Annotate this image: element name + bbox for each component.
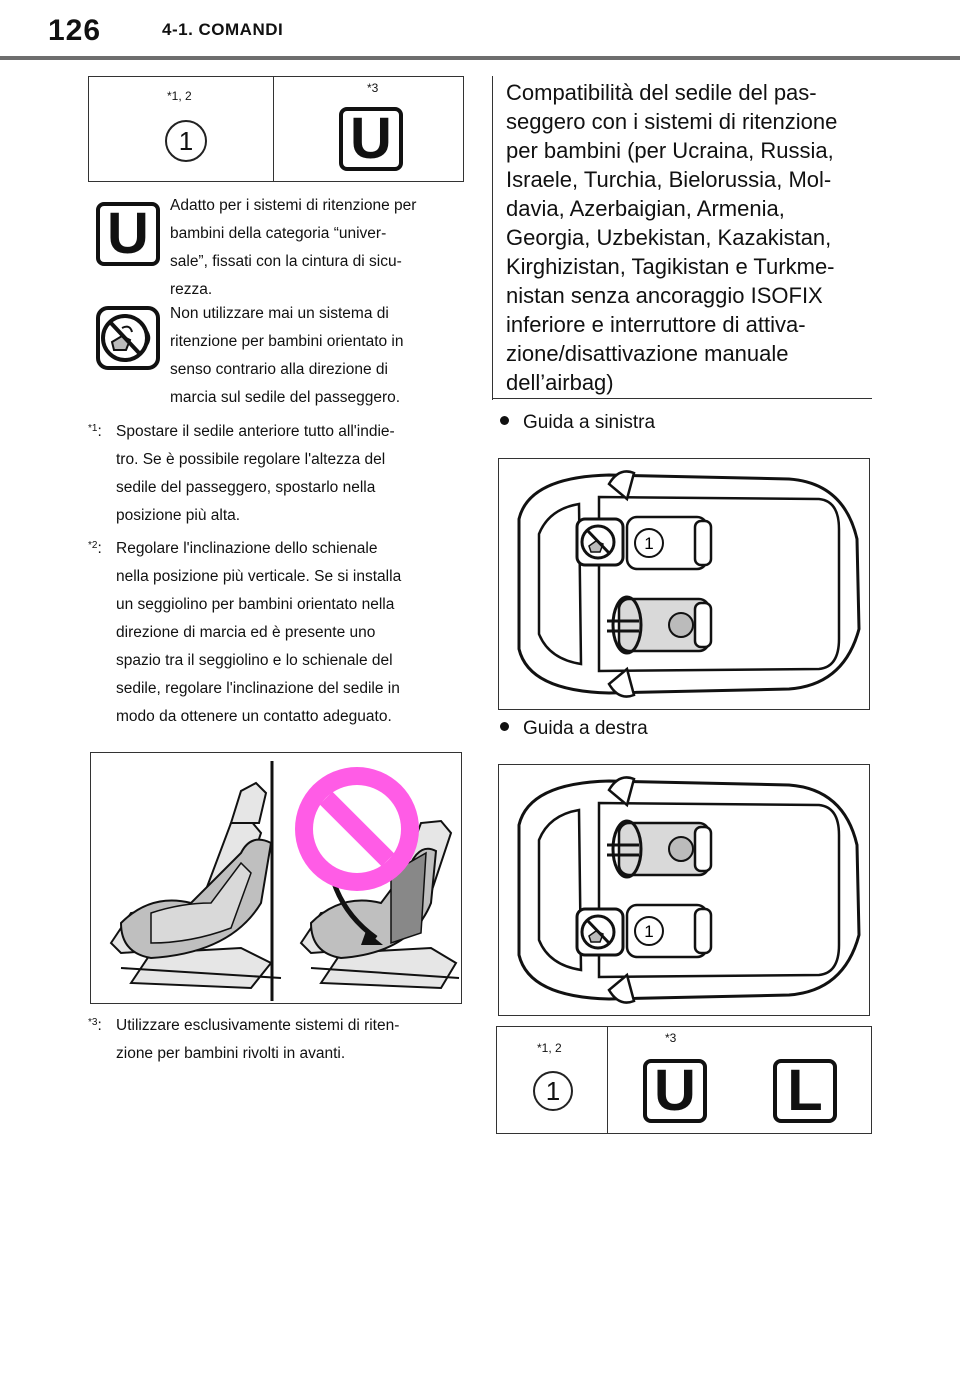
seat-recline-drawing	[91, 753, 461, 1003]
bullet-dot-icon	[500, 416, 509, 425]
car-rhd-drawing	[499, 765, 869, 1015]
footnote-2-mark: *2	[88, 540, 98, 551]
bullet-dot-icon	[500, 722, 509, 731]
footnote-1-mark: *1	[88, 423, 98, 434]
l-category-badge: L	[773, 1059, 837, 1123]
table-col1-header: *1, 2	[537, 1041, 562, 1055]
table-col2-header: *3	[665, 1031, 677, 1045]
bullet-right-hand-drive: Guida a destra	[500, 718, 648, 740]
table-col2-header: *3	[367, 81, 379, 95]
page-number: 126	[48, 14, 102, 47]
section-title: 4-1. COMANDI	[162, 20, 284, 39]
heading-box-left-rule	[492, 76, 493, 400]
seat-recline-illustration	[90, 752, 462, 1004]
seat-position-label: 1	[644, 922, 654, 941]
compatibility-heading: Compatibilità del sedile del pas- seggero con i sistemi di ritenzione per bambini (per Ucraina, Russia, Israele, Turchia, Bielorussia, Mol- davia, Azerbaigian, Armenia, Georgia, Uzbekistan, Kazakistan, Kirghizistan, Tagikistan e Turkme- nistan senza ancoraggio ISOFIX inferiore e interruttore di attiva- zione/disattivazione manuale dell’airbag)	[506, 80, 838, 395]
bullet-left-hand-drive: Guida a sinistra	[500, 412, 655, 434]
category-1-symbol: 1	[533, 1071, 573, 1111]
compat-table-bottom	[496, 1026, 872, 1134]
car-lhd-drawing	[499, 459, 869, 709]
universal-badge: U	[643, 1059, 707, 1123]
footnote-3: $^{*3}$: Utilizzare esclusivamente sistemi di riten- zione per bambini rivolti in avanti.	[88, 1017, 400, 1062]
footnote-3-mark: *3	[88, 1017, 98, 1028]
legend-universal-text: Adatto per i sistemi di ritenzione per bambini della categoria “univer- sale”, fissati con la cintura di sicu- rezza.	[170, 197, 417, 298]
table-col1-header: *1, 2	[167, 89, 192, 103]
legend-universal-badge: U	[96, 202, 160, 266]
footnote-2: $^{*2}$: Regolare l'inclinazione dello schienale nella posizione più verticale. Se si installa un seggiolino per bambini orientato nella direzione di marcia ed è presente uno spazio tra il seggiolino e lo schienale del sedile, regolare l'inclinazione del sedile in modo da ottenere un contatto adeguato.	[88, 540, 402, 725]
prohibited-icon	[295, 767, 419, 891]
category-1-symbol: 1	[165, 120, 207, 162]
no-rear-facing-icon	[96, 306, 160, 370]
no-rear-facing-icon-rhd	[577, 909, 623, 955]
legend-no-rear-facing-text: Non utilizzare mai un sistema di ritenzione per bambini orientato in senso contrario alla direzione di marcia sul sedile del passeggero.	[170, 305, 404, 406]
seat-position-label: 1	[644, 534, 654, 553]
correct-seat-figure	[111, 783, 281, 988]
header-rule	[0, 56, 960, 60]
car-diagram-lhd	[498, 458, 870, 710]
heading-box-bottom-rule	[492, 398, 872, 399]
footnote-1: $^{*1}$: Spostare il sedile anteriore tutto all'indie- tro. Se è possibile regolare l'altezza del sedile del passeggero, spostarlo nella posizione più alta.	[88, 423, 395, 524]
no-rear-facing-icon-lhd	[577, 519, 623, 565]
universal-badge: U	[339, 107, 403, 171]
car-diagram-rhd	[498, 764, 870, 1016]
compat-table	[88, 76, 464, 182]
